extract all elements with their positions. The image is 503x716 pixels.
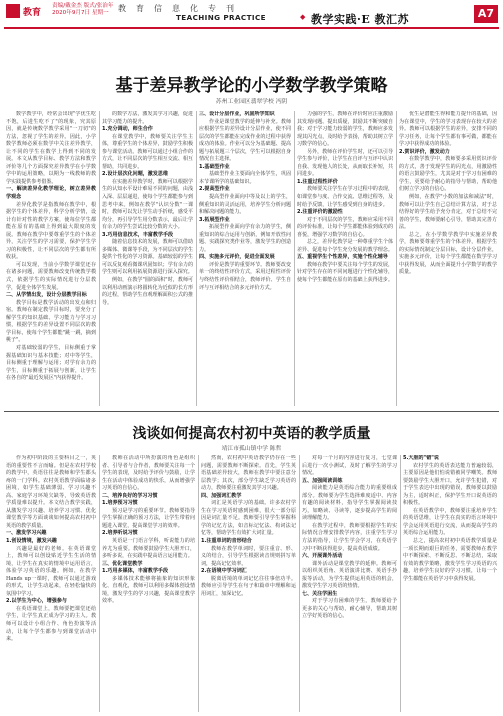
section-heading: 1.注重过程性评价 bbox=[297, 178, 338, 185]
section-title: 教学实践·E 教汇苏 bbox=[311, 13, 410, 26]
article1-author: 苏州工业园区翡翠学校 冯阴 bbox=[215, 99, 288, 105]
section-heading: 1.注重单词的音形结合 bbox=[201, 538, 252, 545]
paragraph: 评价是教学的重要环节。教师要改变单一的终结性评价方式，采用过程性评价与终结性评价相结合，教师评价、学生自评与互评相结合的多元评价方式。 bbox=[199, 261, 291, 291]
paragraph: 例如，在教学"圆的面积"时，教师可以利用动画演示将圆转化为近似的长方形的过程，帮助学生直观理解面积公式的推导。 bbox=[102, 277, 193, 306]
article-divider bbox=[4, 411, 499, 412]
date-line: 2020年9月7日 星期一 bbox=[52, 10, 109, 16]
column-divider bbox=[396, 111, 397, 406]
paragraph: 在英语教学中，教师要注重培养学生的英语思维，让学生在真实的语言环境中学会运用英语进行交流，从而提高学生的英语综合运用能力。 bbox=[403, 507, 497, 537]
article2-author: 靖江市孤山镇中学 陈哲 bbox=[221, 446, 282, 452]
paragraph: 总之，在小学数学教学中实施差异教学，教师要尊重学生的个体差异，根据学生的实际情况制定分层目标，设计分层作业，实施多元评价，让每个学生都能在数学学习中获得发展，从而全面提升小学数学的教学质量。 bbox=[399, 231, 497, 276]
column-divider bbox=[99, 455, 100, 712]
paragraph: 可以发现，当前小学数学课堂还存在诸多问题，需要教师改变传统教学模式，依据学生的实际情况进行分层教学，促进全体学生发展。 bbox=[6, 261, 96, 291]
paragraph: 在数学教学中，教师要多采用赏识评价的方式，善于发现学生的闪光点，用激励性的语言鼓励学生，尤其是对于学习有困难的学生，更要给予耐心的指导与帮助，帮助他们树立学习的自信心。 bbox=[399, 156, 497, 193]
section-heading: 六、开展课外活动 bbox=[302, 553, 343, 560]
paper-name-char: 刊 bbox=[226, 4, 234, 13]
paper-name-char: 化 bbox=[190, 4, 198, 13]
paragraph: 教师在教学中要关注每个学生的发展，针对学生存在的不同问题进行个性化辅导，使每个学生都能在原有的基础上获得进步。 bbox=[297, 261, 393, 284]
section-heading: 四、实施多元评价，促进全面发展 bbox=[199, 254, 275, 261]
article1-title: 基于差异教学论的小学数学教学策略 bbox=[115, 76, 388, 96]
paragraph: 拓展型作业面向学有余力的学生，侧重知识的综合运用与创新，例如开放性问题、实践探究类作业等，激发学生的创造力。 bbox=[199, 224, 291, 253]
paragraph: 提高型作业面向中等及以上的学生，侧重知识的灵活运用，培养学生分析问题和解决问题的能力。 bbox=[199, 194, 291, 216]
paragraph: 脱离语境的单词记忆往往事倍功半。教师应引导学生在句子和篇章中理解和运用词汇，加深记忆。 bbox=[201, 575, 296, 597]
paragraph: 对每一个月的内容进行复习，七堂课后进行一次小测试，及时了解学生的学习情况。 bbox=[302, 455, 397, 477]
section-heading: 五、加强阅读训练 bbox=[302, 477, 343, 484]
newspaper-logo bbox=[6, 2, 48, 22]
paragraph: 教师在活动中所扮演的角色是组织者、引导者与合作者，教师要关注每一个学生的表现，及时给予评价与鼓励，让学生在活动中体验成功的快乐，从而增强学习英语的自信心。 bbox=[102, 455, 195, 492]
article2-column-1 bbox=[6, 455, 96, 712]
section-heading: 五、重视学生个性差异，实施个性化辅导 bbox=[297, 254, 388, 261]
paper-name-char: 息 bbox=[172, 4, 180, 13]
paragraph: 预习是学习的重要环节。教师要指导学生掌握正确的预习方法，让学生带着问题进入课堂，提高课堂学习的效率。 bbox=[102, 507, 195, 529]
edition-meta bbox=[52, 3, 114, 17]
editor-line: 责编/戴金杰 版式/张治年 bbox=[52, 3, 114, 9]
paragraph: 随着信息技术的发展，教师可以借助多媒体、微课等手段，为不同层次的学生提供个性化的学习资源。基础较弱的学生可以反复观看微课巩固知识；学有余力的学生则可以利用拓展资源进行深入探究。 bbox=[102, 239, 193, 276]
paragraph: 教师在教学单词时，要注重音、形、义的结合，引导学生根据读音规则拼写单词，提高记忆效率。 bbox=[201, 545, 296, 567]
paragraph: 作为初中阶段的主要科目之一，英语的重要性不言而喻。但是在农村学校的教学中，英语往往是教师和学生都头疼的一门学科。农村英语教学面临诸多困境，如学生基础薄弱、学习兴趣不高、家庭学习环境欠缺等，导致英语教学质量难以提升。本文结合教学实践，从激发学习兴趣、培养学习习惯、优化课堂教学等方面谈谈如何提高农村初中英语的教学质量。 bbox=[6, 455, 96, 529]
paragraph: 阅读能力是英语综合能力的重要组成部分。教师要为学生选择难度适中、内容有趣的阅读材料，指导学生掌握阅读技巧，如略读、寻读等，逐步提高学生的阅读理解能力。 bbox=[302, 485, 397, 522]
article1-column-3 bbox=[199, 111, 291, 406]
paragraph: 农村学生的英语表达能力普遍较弱，主要原因是他们怕说错被同学嘲笑。教师要鼓励学生大胆开口，允许学生犯错，对于学生表达中出现的错误，教师要以鼓励为主，适时纠正，保护学生开口说英语的积极性。 bbox=[403, 462, 497, 507]
section-heading: 3.拓展型作业 bbox=[199, 216, 230, 223]
section-heading: 1.培养预习习惯 bbox=[102, 500, 138, 507]
article2-column-2 bbox=[102, 455, 195, 712]
section-heading: 1.巧用多媒体，丰富教学手段 bbox=[102, 568, 168, 575]
paragraph: 对于不同层次的学生，教师应采用不同的评价标准，让每个学生都能体验到成功的喜悦，增强学习数学的自信心。 bbox=[297, 216, 393, 238]
paragraph: 在教学过程中，教师要根据学生的实际情况合理安排教学内容，注重学生学习方法的指导，让学生学会学习，在英语学习中不断获得进步，提高英语成绩。 bbox=[302, 522, 397, 552]
masthead bbox=[0, 0, 503, 26]
article1-column-2 bbox=[102, 111, 193, 406]
section-heading: 5.大胆的"错"说 bbox=[403, 455, 439, 461]
paper-name-char: 信 bbox=[154, 4, 162, 13]
paragraph: 作业是课堂教学的延伸与补充。教师应根据学生的差异设计分层作业，使不同层次的学生都能在完成作业的过程中获得成功的体验。作业可以分为基础题、提高题与拓展题三个层次，学生可以根据自身情况自主选择。 bbox=[199, 118, 291, 163]
article1-column-4 bbox=[297, 111, 393, 406]
english-title: TEACHING PRACTICE bbox=[176, 13, 266, 22]
paragraph: 力强的学生，教师在评价时应注重激励其发现问题、提出质疑，鼓励其不断突破自我；对于学习能力较弱的学生，教师应多发现其闪光点，及时给予表扬，帮助其树立学习数学的信心。 bbox=[297, 111, 393, 148]
section-heading: 1.创设情境，激发兴趣 bbox=[6, 538, 57, 545]
paper-name-char: 教 bbox=[118, 4, 126, 13]
section-heading: 2.设计层次化问题，激发思维 bbox=[102, 171, 168, 178]
paragraph: 对基础较弱的学生，目标侧重于掌握基础知识与基本技能；对中等学生，目标侧重于理解与运用；对学有余力的学生，目标侧重于拓展与创新，让学生在各自的"最近发展区"内获得提升。 bbox=[6, 344, 96, 382]
section-heading: 一、激发学习兴趣 bbox=[6, 530, 47, 537]
paragraph: 的数学方法，激发其学习兴趣，促进其学习能力的提升。 bbox=[102, 111, 193, 125]
section-heading: 四、加强词汇教学 bbox=[201, 492, 242, 499]
paragraph: 差异化教学是指教师在教学中，根据学生的个体差异，科学分析学情，设计有针对性的教学方案，使每位学生都能在原有的基础上得到最大限度的发展。教师在教学中要尊重学生的个体差异，关注学生的学习需要，保护学生学习的积极性，让不同层次的学生都有所收获。 bbox=[6, 201, 96, 261]
article1-column-1 bbox=[6, 111, 96, 406]
section-heading: 1.充分调动，师生合作 bbox=[102, 126, 153, 133]
article2-title: 浅谈如何提高农村初中英语的教学质量 bbox=[132, 426, 371, 442]
section-heading: 三、设计分层作业，巩固所学知识 bbox=[199, 111, 275, 117]
page-number: A7 bbox=[474, 5, 498, 23]
paragraph: 另外，教师在评价学生时，还可以引导学生参与评价，让学生在自评与互评中认识自我、发现他人的长处，从而取长补短，共同进步。 bbox=[297, 148, 393, 178]
paragraph: 例如，在教学"小数的加法和减法"时，教师可以让学生自己总结计算方法，对于总结得好的学生给予充分肯定，对于总结不完善的学生，教师要耐心引导，帮助其完善方法。 bbox=[399, 194, 497, 231]
section-heading: 三、优化课堂教学 bbox=[102, 560, 143, 567]
paragraph: 数学教学中，经常会出现"学优生吃不饱，后进生吃不了"的现象，究其原因，就是传统数学教学采用"一刀切"的方法，忽视了学生的差异。因此，小学数学教师必须在数学中关注差异教学，让不同的学生在数学上得到不同的发展。本文从教学目标、教学方法和教学评价等几个方面探究差异教学在小学数学中的运用策略，以期为一线教师的教学实践提供参考借鉴。 bbox=[6, 111, 96, 185]
article2-column-3 bbox=[201, 455, 296, 712]
column-divider bbox=[400, 455, 401, 712]
section-heading: 2.培养听说习惯 bbox=[102, 530, 138, 537]
article2-column-5 bbox=[403, 455, 497, 712]
paragraph: 在课堂教学中，教师要关注学生主体，尊重学生的个体差异，鼓励学生积极参与课堂活动。教师可以通过小组合作的方式，让不同层次的学生相互交流、相互帮助，共同进步。 bbox=[102, 133, 193, 170]
paragraph: 然而，农村初中英语教学仍存在一些问题，需要教师不断探索。首先，学生英语基础差异较大，教师在教学中要注意分层教学；其次，部分学生缺乏学习英语的动力，教师要注重激发其学习兴趣。 bbox=[201, 455, 296, 492]
paper-name-char: 专 bbox=[208, 4, 216, 13]
section-heading: 2.提高型作业 bbox=[199, 186, 230, 193]
paragraph: 对于学习有困难的学生，教师要给予更多的关心与帮助，耐心辅导，帮助其树立学好英语的信心。 bbox=[302, 598, 397, 620]
paragraph: 兴趣是最好的老师。在英语课堂上，教师可以创设贴近学生生活的情境，让学生在真实的情境中运用语言，体验学习英语的乐趣。例如，在教学Hands up一课时，教师可以通过游戏的形式，让学生动起来，在轻松愉快的氛围中学习。 bbox=[6, 545, 96, 597]
svg-text:教育: 教育 bbox=[23, 8, 42, 18]
diamond-icon: ◆ bbox=[300, 13, 306, 21]
paragraph: 英语是一门语言学科，听说能力的培养尤为重要。教师要鼓励学生大胆开口，多听多说，在实践中提高语言运用能力。 bbox=[102, 538, 195, 560]
column-divider bbox=[294, 111, 295, 406]
paragraph: 总之，差异化教学是一种尊重学生个体差异、促进每个学生充分发展的教学理念。 bbox=[297, 239, 393, 253]
paragraph: 教学目标是教学活动的出发点和归宿。教师在制定教学目标时，要充分了解学生的知识基础、学习能力与学习习惯，根据学生的差异设置不同层次的教学目标，使每个学生都能"跳一跳，摘到桃子"。 bbox=[6, 299, 96, 344]
section-heading: 七、关注学困生 bbox=[302, 590, 338, 597]
paper-name-char: 育 bbox=[136, 4, 144, 13]
section-heading: 二、从学情出发，设计分层教学目标 bbox=[6, 292, 87, 299]
masthead-rule bbox=[4, 27, 499, 29]
section-heading: 二、培养良好的学习习惯 bbox=[102, 492, 158, 499]
paragraph: 多媒体技术能够将抽象的知识形象化、直观化，教师可以利用多媒体创设情境，激发学生的学习兴趣，提高课堂教学效率。 bbox=[102, 575, 195, 605]
column-divider bbox=[99, 111, 100, 406]
section-heading: 一、解读差异化教学理论，树立差异教学观念 bbox=[6, 186, 96, 201]
paragraph: 基础型作业主要面向全体学生，巩固本节课所学的基础知识。 bbox=[199, 171, 291, 185]
paragraph: 词汇是英语学习的基础。许多农村学生在学习英语时感到困难，很大一部分原因是词汇量不足。教师要引导学生掌握科学的记忆方法，如音标记忆法、构词法记忆等，帮助学生有效扩大词汇量。 bbox=[201, 500, 296, 537]
column-divider bbox=[196, 111, 197, 406]
column-divider bbox=[299, 455, 300, 712]
section-heading: 3.巧用信息技术，丰富教学手段 bbox=[102, 231, 174, 238]
section-heading: 2.在语境中学习词汇 bbox=[201, 568, 247, 575]
article1-column-5 bbox=[399, 111, 497, 406]
section-heading: 2.注重评价的激励性 bbox=[297, 209, 343, 216]
article2-column-4 bbox=[302, 455, 397, 712]
paragraph: 教师要关注学生在学习过程中的表现，如课堂参与度、合作交流、思维过程等，及时给予反馈，让学生感受到自身的进步。 bbox=[297, 186, 393, 208]
column-divider bbox=[198, 455, 199, 712]
section-heading: 2.以学生为中心，增强参与 bbox=[6, 598, 67, 605]
paragraph: 课外活动是课堂教学的延伸。教师可以组织英语角、英语演讲比赛、英语手抄报等活动，为学生提供运用英语的机会，激发学生学习英语的热情。 bbox=[302, 560, 397, 590]
paragraph: 总之，提高农村初中英语教学质量是一项长期而艰巨的任务，需要教师在教学中不断探索、不断反思、不断总结，采取有效的教学策略，激发学生学习英语的兴趣，培养学生良好的学习习惯，让每一个学生都能在英语学习中获得发展。 bbox=[403, 538, 497, 582]
paragraph: 在实施差异教学时，教师可以根据学生的认知水平设计难易不同的问题，由浅入深、层层递进，使每个学生都能参与到思考中来。例如在教学"认识分数"一课时，教师可以先让学生动手折纸，感受平均分，再引导学生用分数表示，最后让学有余力的学生尝试比较分数的大小。 bbox=[102, 178, 193, 231]
paragraph: 在英语课堂上，教师要把课堂还给学生，让学生真正成为学习的主人。教师可以设计小组合作、角色扮演等活动，让每个学生都参与到课堂活动中来。 bbox=[6, 605, 96, 643]
section-heading: 1.基础型作业 bbox=[199, 163, 230, 170]
paragraph: 优生是潜能生得和能力提升的基础，因为在课堂中，学生的学习表现存在较大的差异。教师可以根据学生的差异，安排不同的学习任务，让每个学生都有事可做，都能在学习中获得成功的体验。 bbox=[399, 111, 497, 148]
section-heading: 2.赏识评价，激发动力 bbox=[399, 148, 450, 155]
